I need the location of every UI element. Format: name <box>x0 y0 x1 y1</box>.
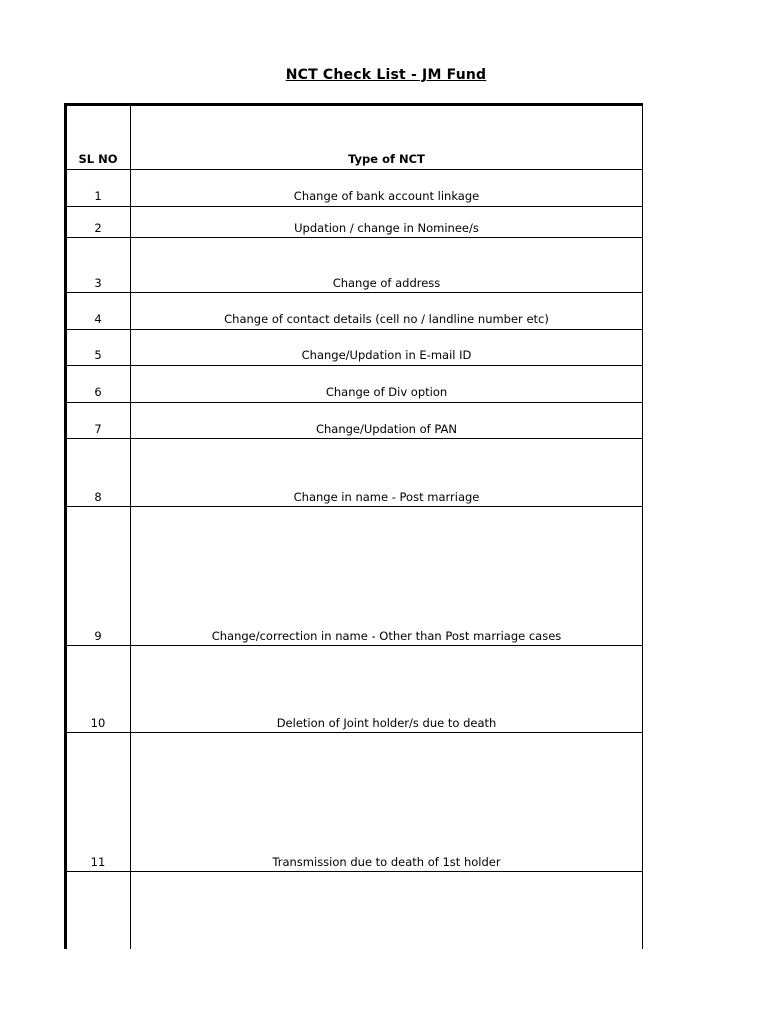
row-11-type: Transmission due to death of 1st holder <box>272 855 501 869</box>
row-7-type: Change/Updation of PAN <box>315 422 458 436</box>
row-divider <box>66 169 643 170</box>
row-9-type: Change/correction in name - Other than Post marriage cases <box>211 629 562 643</box>
row-3-sl: 3 <box>94 276 102 290</box>
row-divider <box>66 871 643 872</box>
row-2-type: Updation / change in Nominee/s <box>294 221 479 235</box>
header-type-of-nct: Type of NCT <box>348 152 425 166</box>
row-10-type: Deletion of Joint holder/s due to death <box>276 716 497 730</box>
row-divider <box>66 506 643 507</box>
row-1-sl: 1 <box>94 189 102 203</box>
row-6-type: Change of Div option <box>325 385 448 399</box>
row-divider <box>66 402 643 403</box>
header-sl-no: SL NO <box>78 152 118 166</box>
row-divider <box>66 292 643 293</box>
row-5-type: Change/Updation in E-mail ID <box>301 348 472 362</box>
row-4-sl: 4 <box>94 312 102 326</box>
row-7-sl: 7 <box>94 422 102 436</box>
row-1-type: Change of bank account linkage <box>293 189 480 203</box>
row-divider <box>66 365 643 366</box>
row-2-sl: 2 <box>94 221 102 235</box>
row-6-sl: 6 <box>94 385 102 399</box>
row-divider <box>66 645 643 646</box>
row-divider <box>66 732 643 733</box>
row-4-type: Change of contact details (cell no / landline number etc) <box>224 312 549 326</box>
row-8-type: Change in name - Post marriage <box>293 490 480 504</box>
row-11-sl: 11 <box>90 855 106 869</box>
row-10-sl: 10 <box>90 716 106 730</box>
row-8-sl: 8 <box>94 490 102 504</box>
row-divider <box>66 237 643 238</box>
row-divider <box>66 206 643 207</box>
page-title: NCT Check List - JM Fund <box>285 67 487 83</box>
row-divider <box>66 329 643 330</box>
row-9-sl: 9 <box>94 629 102 643</box>
row-3-type: Change of address <box>332 276 441 290</box>
row-5-sl: 5 <box>94 348 102 362</box>
row-divider <box>66 438 643 439</box>
